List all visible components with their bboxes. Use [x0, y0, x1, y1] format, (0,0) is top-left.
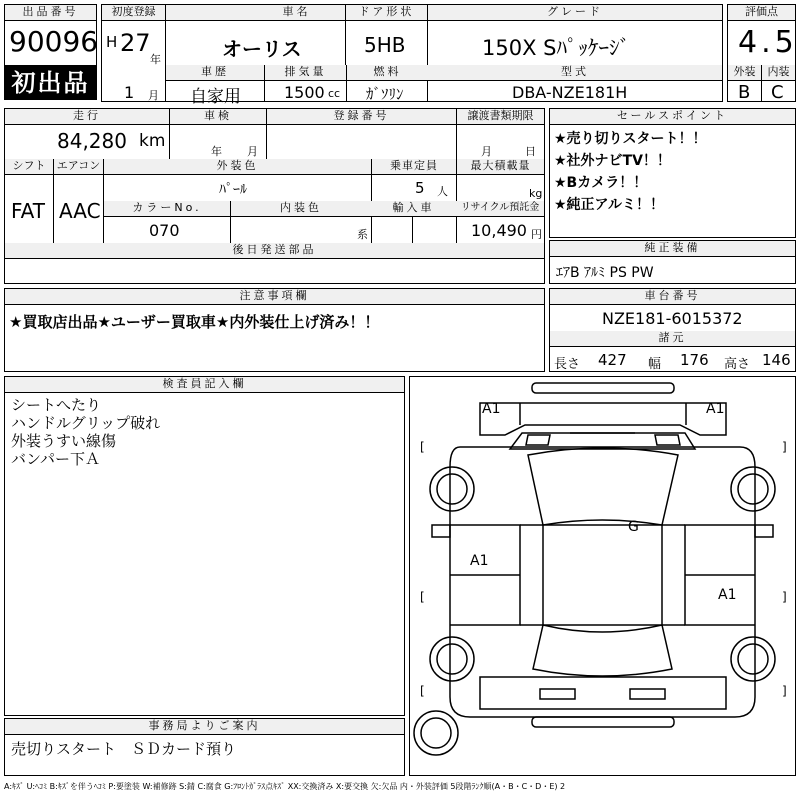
inspector-line-1: シートへたり [11, 396, 102, 414]
transfer-day-unit: 日 [525, 145, 536, 158]
mark-right-rear: A1 [718, 587, 737, 603]
dims-label: 諸元 [550, 331, 795, 347]
year-unit: 年 [150, 53, 161, 66]
ac-label: エアコン [53, 159, 103, 175]
displacement-label: 排気量 [264, 65, 346, 81]
load-unit: kg [529, 187, 543, 200]
sales-point-2: ★社外ナビTV！！ [554, 153, 671, 169]
first-reg-label: 初度登録 [102, 5, 165, 21]
lot-number-box [4, 4, 97, 66]
recycle-unit: 円 [531, 228, 542, 241]
sales-point-1: ★売り切りスタート！！ [554, 131, 707, 147]
shift: FAT [11, 199, 46, 223]
interior-color-label: 内装色 [230, 201, 371, 217]
specs-box [4, 108, 545, 284]
inspector-label: 検査員記入欄 [5, 377, 404, 393]
door-type: 5HB [364, 33, 406, 57]
reg-year: 27 [120, 29, 151, 57]
recycle-label: リサイクル預託金 [456, 201, 544, 217]
svg-text:[: [ [420, 590, 425, 604]
vehicle-header-box [101, 4, 723, 107]
fuel: ｶﾞｿﾘﾝ [366, 85, 404, 103]
car-diagram [410, 377, 795, 775]
mark-left-door: A1 [470, 553, 489, 569]
genuine-equipment-box [549, 240, 796, 284]
inspection-month-unit: 月 [247, 145, 258, 158]
mark-front-left: A1 [482, 401, 501, 417]
import-label: 輸入車 [371, 201, 456, 217]
sales-point-4: ★純正アルミ！！ [554, 197, 664, 213]
first-listing-badge [4, 66, 97, 100]
inspector-box [4, 376, 405, 716]
load-label: 最大積載量 [456, 159, 544, 175]
model-code: DBA-NZE181H [512, 83, 628, 102]
interior-color-unit: 系 [357, 228, 368, 241]
mileage: 84,280 [57, 129, 127, 153]
svg-text:]: ] [782, 590, 787, 604]
plate-label: 登録番号 [266, 109, 456, 125]
sales-point-3: ★Bカメラ！！ [554, 175, 648, 191]
exterior-grade: B [738, 82, 751, 103]
lot-number-label: 出品番号 [5, 5, 96, 21]
svg-text:]: ] [782, 440, 787, 454]
width-label: 幅 [648, 357, 662, 372]
mark-front-right: A1 [706, 401, 725, 417]
office-label: 事務局よりご案内 [5, 719, 404, 735]
car-diagram-box [409, 376, 796, 776]
notes-text: ★買取店出品★ユーザー買取車★内外装仕上げ済み！！ [9, 313, 380, 331]
inspector-line-2: ハンドルグリップ破れ [11, 414, 161, 432]
score-box [727, 4, 796, 102]
seats-unit: 人 [437, 185, 448, 198]
genuine-equipment-label: 純正装備 [550, 241, 795, 257]
month-unit: 月 [148, 89, 159, 102]
model-code-label: 型式 [428, 65, 722, 81]
inspection-label: 車検 [169, 109, 266, 125]
height: 146 [762, 351, 791, 369]
seats: 5 [415, 179, 425, 197]
height-label: 高さ [724, 357, 751, 372]
color-label: 外装色 [103, 159, 371, 175]
score: 4.5 [738, 25, 798, 60]
mark-roof: G [628, 519, 639, 535]
sales-points-label: セールスポイント [550, 109, 795, 125]
color-no: 070 [149, 221, 180, 240]
mileage-unit: km [139, 131, 166, 151]
seats-label: 乗車定員 [371, 159, 456, 175]
history: 自家用 [190, 87, 241, 107]
genuine-equipment: ｴｱB ｱﾙﾐ PS PW [556, 265, 654, 281]
car-name-label: 車名 [165, 5, 427, 21]
length-label: 長さ [554, 357, 581, 372]
lot-number: 90096 [9, 25, 99, 58]
office-box [4, 718, 405, 776]
reg-month: 1 [124, 83, 135, 102]
legend-text: A:ｷｽﾞ U:ﾍｺﾐ B:ｷｽﾞを伴うﾍｺﾐ P:要塗装 W:補修跡 S:錆 C:腐食 G:ﾌﾛﾝﾄｶﾞﾗｽ点ｷｽﾞ XX:交換済み X:要交換 欠:欠品 内・外装評価 5段階ﾗﾝｸ順(A・B・C・D・E) 2 [4, 782, 566, 791]
transfer-label: 譲渡書類期限 [456, 109, 544, 125]
transfer-month-unit: 月 [481, 145, 492, 158]
inspector-line-3: 外装うすい線傷 [11, 432, 117, 450]
notes-label: 注意事項欄 [5, 289, 544, 305]
first-listing-text: 初出品 [11, 69, 90, 97]
displacement: 1500 [284, 83, 325, 102]
width: 176 [680, 351, 709, 369]
length: 427 [598, 351, 627, 369]
grade: 150X Sﾊﾟｯｹｰｼﾞ [482, 36, 630, 60]
sales-points-box [549, 108, 796, 238]
inspector-line-4: バンパー下Ａ [11, 450, 100, 468]
grade-label: グレード [427, 5, 722, 21]
chassis-box [549, 288, 796, 372]
shift-label: シフト [5, 159, 53, 175]
score-label: 評価点 [728, 5, 795, 21]
later-parts-label: 後日発送部品 [5, 243, 544, 259]
era-prefix: H [106, 33, 118, 51]
inspection-year-unit: 年 [211, 145, 222, 158]
notes-box [4, 288, 545, 372]
fuel-label: 燃料 [346, 65, 428, 81]
mileage-label: 走行 [5, 109, 169, 125]
interior-grade: C [771, 82, 784, 103]
color: ﾊﾟｰﾙ [219, 182, 247, 198]
svg-text:]: ] [782, 684, 787, 698]
exterior-grade-label: 外装 [728, 65, 761, 81]
displacement-unit: cc [328, 87, 341, 100]
history-label: 車歴 [166, 65, 264, 81]
chassis-label: 車台番号 [550, 289, 795, 305]
chassis-number: NZE181-6015372 [602, 309, 743, 328]
recycle: 10,490 [471, 221, 527, 240]
svg-text:[: [ [420, 440, 425, 454]
ac: AAC [59, 199, 101, 223]
color-no-label: カラーNo. [104, 201, 230, 217]
office-text: 売切りスタート ＳＤカード預り [11, 740, 237, 758]
svg-text:[: [ [420, 684, 425, 698]
interior-grade-label: 内装 [761, 65, 795, 81]
door-label: ドア形状 [345, 5, 427, 21]
car-name: オーリス [222, 37, 302, 61]
